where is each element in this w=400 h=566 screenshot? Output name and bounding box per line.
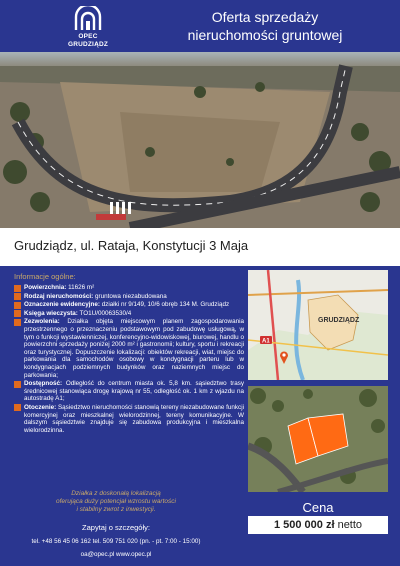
slogan-line1: Działka z doskonałą lokalizacją	[71, 490, 161, 497]
company-logo	[52, 6, 124, 50]
info-item-accessibility	[14, 380, 244, 403]
info-label: Księga wieczysta:	[24, 309, 78, 317]
title-line2: nieruchomości gruntowej	[187, 27, 343, 43]
price-label: Cena	[302, 500, 334, 515]
info-value: działki nr 9/149, 10/6 obręb 134 M. Grudziądz	[99, 301, 230, 309]
info-label: Dostępność:	[24, 380, 63, 388]
info-item-land-register	[14, 310, 244, 318]
property-address: Grudziądz, ul. Rataja, Konstytucji 3 Maja	[14, 238, 249, 253]
contact-email-web[interactable]: oa@opec.pl www.opec.pl	[80, 551, 152, 558]
info-label: Otoczenie:	[24, 403, 57, 411]
bullet-icon	[14, 293, 21, 300]
info-value: Sąsiedztwo nieruchomości stanowią tereny niezabudowane funkcji komercyjnej oraz mieszkalnej wielorodzinnej, tereny komunikacyjne. W dalszym sąsiedztwie znajduje się zabudowa produkcyjna i mieszkalna wielorodzinna.	[24, 403, 244, 434]
address-bar	[0, 228, 400, 266]
info-value: TO1U/00063530/4	[77, 309, 132, 317]
info-heading: Informacje ogólne:	[14, 272, 76, 281]
info-label: Oznaczenie ewidencyjne:	[24, 301, 100, 309]
info-item-area	[14, 284, 244, 292]
contact-phones[interactable]: tel. +48 56 45 06 162 tel. 509 751 020 (pn. - pt. 7:00 - 15:00)	[31, 538, 201, 545]
plot-aerial-photo	[248, 386, 388, 492]
slogan-line3: i stabilny zwrot z inwestycji.	[76, 505, 156, 513]
info-label: Zezwolenia:	[24, 318, 60, 326]
bullet-icon	[14, 302, 21, 309]
logo-text-line2: GRUDZIĄDZ	[67, 41, 109, 48]
slogan	[0, 490, 232, 513]
info-label: Powierzchnia:	[24, 284, 67, 291]
bullet-icon	[14, 381, 21, 388]
bullet-icon	[14, 404, 21, 411]
info-value: 11626 m²	[66, 284, 95, 291]
info-item-permits	[14, 318, 244, 379]
info-value: Działka objęta miejscowym planem zagospodarowania przestrzennego o przeznaczeniu podstawowym pod zabudowę usługową, w tym o funkcji wystawienniczej, konferencyjno-widowiskowej, biurowej, handlu o powierzchni sprzedaży poniżej 2000 m² i gastronomii; kultury, sportu i rekreacji oraz turystycznej. Dopuszczenie lokalizacji: obiektów rekreacji, wiat, miejsc do parkowania dla samochodów osobowy w kondygnacji parteru lub w kondygnacjach podziemnych budynków oraz naziemnych miejsc do parkowania;	[24, 318, 244, 379]
price-suffix: netto	[334, 519, 363, 531]
info-item-surroundings	[14, 404, 244, 434]
logo-icon	[73, 6, 103, 32]
bullet-icon	[14, 319, 21, 326]
logo-text-line1: OPEC	[78, 33, 98, 40]
map-city-label: GRUDZIĄDZ	[318, 317, 360, 324]
info-value: Odległość do centrum miasta ok. 5,8 km. sąsiedztwo trasy średnicowej stanowiąca drogę krajową nr 55, odległość ok. 1 km z wjazdu na autostradę A1;	[24, 380, 244, 403]
map-road-label: A1	[262, 338, 270, 345]
aerial-photo	[0, 52, 400, 228]
price-amount: 1 500 000 zł	[273, 519, 335, 531]
info-label: Rodzaj nieruchomości:	[24, 292, 94, 300]
location-map	[248, 270, 388, 380]
title-line1: Oferta sprzedaży	[211, 9, 319, 25]
slogan-line2: oferująca duży potencjał wzrostu wartości	[56, 497, 176, 505]
contact-heading: Zapytaj o szczegóły:	[82, 523, 150, 532]
info-list	[14, 284, 244, 435]
header	[0, 0, 400, 52]
info-item-cadastral	[14, 301, 244, 309]
bullet-icon	[14, 285, 21, 292]
info-item-type	[14, 293, 244, 301]
bullet-icon	[14, 310, 21, 317]
info-value: gruntowa niezabudowana	[93, 292, 167, 300]
page-title	[150, 8, 380, 44]
price-box	[248, 516, 388, 534]
